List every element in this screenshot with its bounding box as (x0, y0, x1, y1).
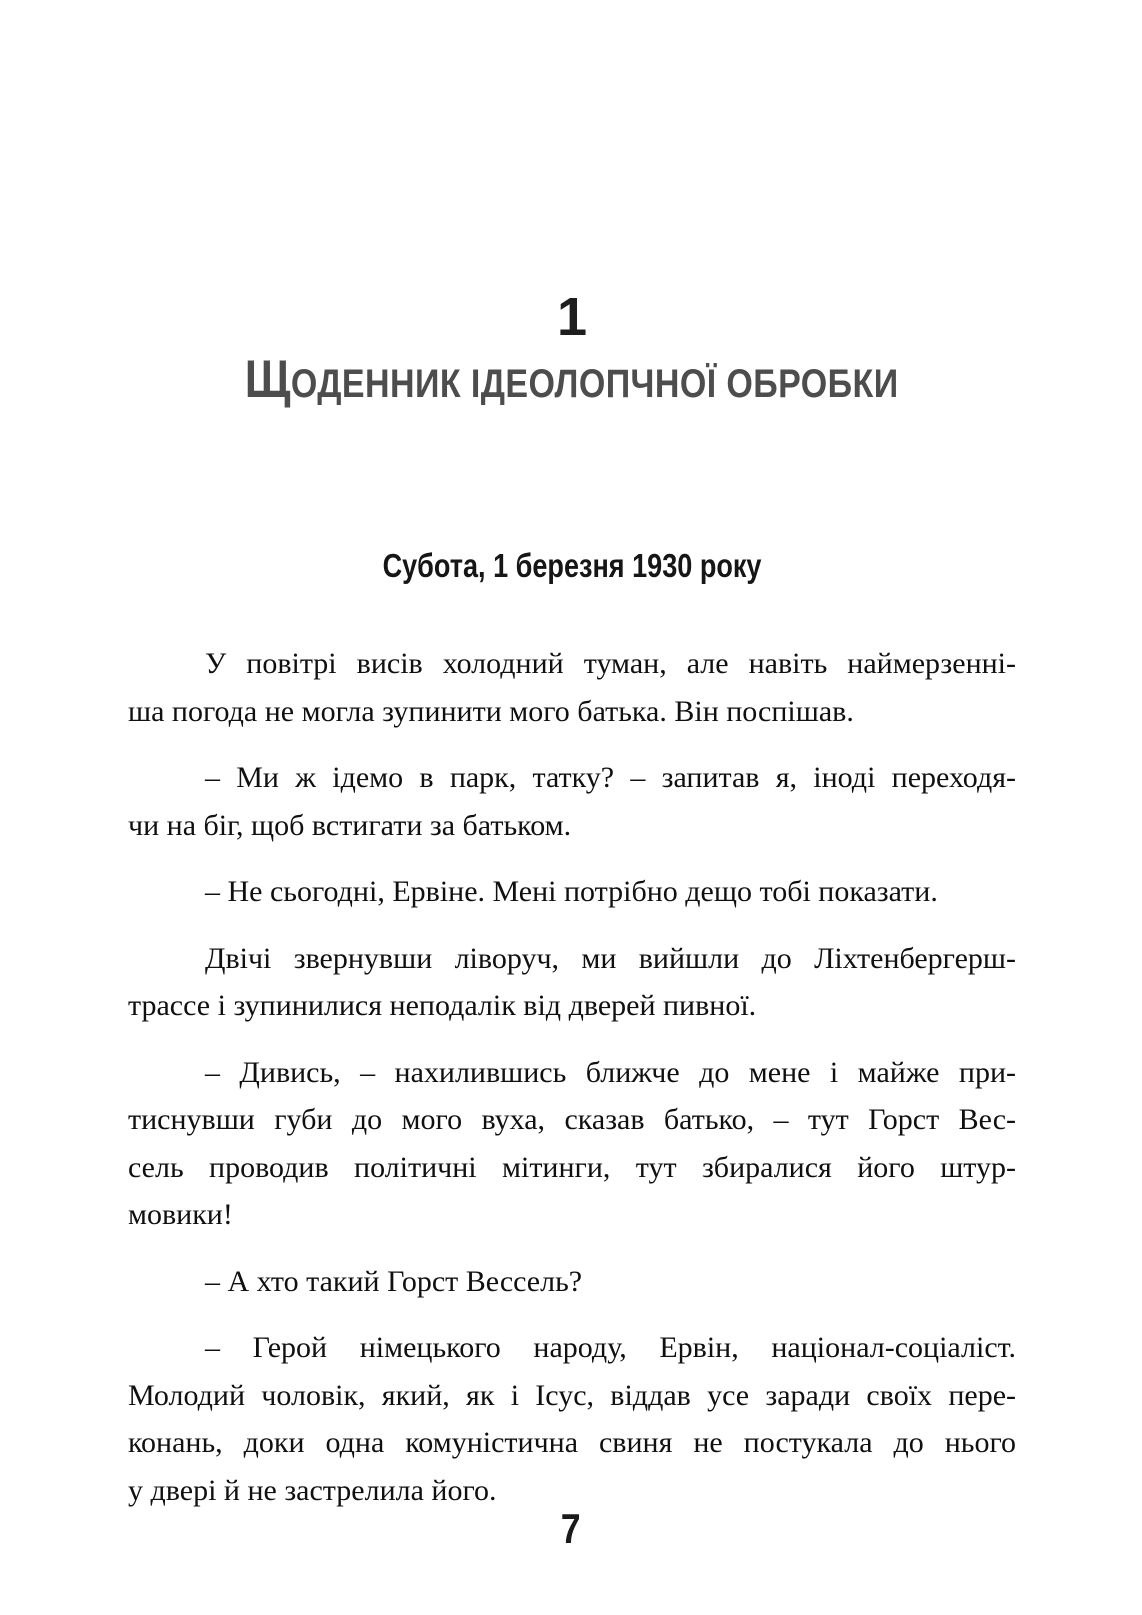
text-line: Двічі звернувши ліворуч, ми вийшли до Ліхтенбергерш- (205, 941, 1016, 975)
text-line: конань, доки одна комуністична свиня не постукала до нього (128, 1426, 1016, 1459)
text-line: – Не сьогодні, Ервіне. Мені потрібно дещо тобі показати. (205, 875, 938, 908)
body-text (128, 640, 1016, 1514)
chapter-title-wrap (128, 350, 1016, 409)
paragraph (128, 1324, 1016, 1514)
chapter-header (128, 0, 1016, 408)
text-line: У повітрі висів холодний туман, але навіть наймерзенні- (205, 647, 1016, 680)
paragraph (128, 935, 1016, 1030)
text-line: у двері й не застрелила його. (128, 1473, 497, 1507)
text-line: чи на біг, щоб встигати за батьком. (128, 808, 572, 842)
text-line: трассе і зупинилися неподалік від дверей пивної. (128, 989, 757, 1022)
text-line: – Дивись, – нахилившись ближче до мене і майже при- (205, 1055, 1016, 1089)
paragraph (128, 1258, 1016, 1306)
page-number-wrap (0, 1506, 1142, 1552)
paragraph (128, 1049, 1016, 1239)
paragraph (128, 754, 1016, 849)
paragraph (128, 640, 1016, 735)
text-line: мовики! (128, 1198, 233, 1231)
text-line: Молодий чоловік, який, як і Ісус, віддав усе заради своїх пере- (128, 1378, 1016, 1412)
chapter-number: 1 (556, 287, 588, 347)
date-heading: Субота, 1 березня 1930 року (382, 547, 762, 584)
text-line: сель проводив політичні мітинги, тут збиралися його штур- (128, 1150, 1016, 1184)
page-number: 7 (561, 1505, 581, 1552)
date-heading-wrap (128, 546, 1016, 586)
text-line: тиснувши губи до мого вуха, сказав батько, – тут Горст Вес- (128, 1103, 1016, 1136)
paragraph (128, 868, 1016, 916)
text-line: – А хто такий Горст Вессель? (205, 1264, 583, 1298)
text-line: – Герой німецького народу, Ервін, націонал-соціаліст. (205, 1331, 1016, 1364)
text-line: ша погода не могла зупинити мого батька. Він поспішав. (128, 694, 854, 728)
text-line: – Ми ж ідемо в парк, татку? – запитав я, іноді переходя- (205, 761, 1016, 794)
chapter-title: ЩОДЕННИК ІДЕОЛОПЧНОЇ ОБРОБКИ (245, 350, 899, 409)
